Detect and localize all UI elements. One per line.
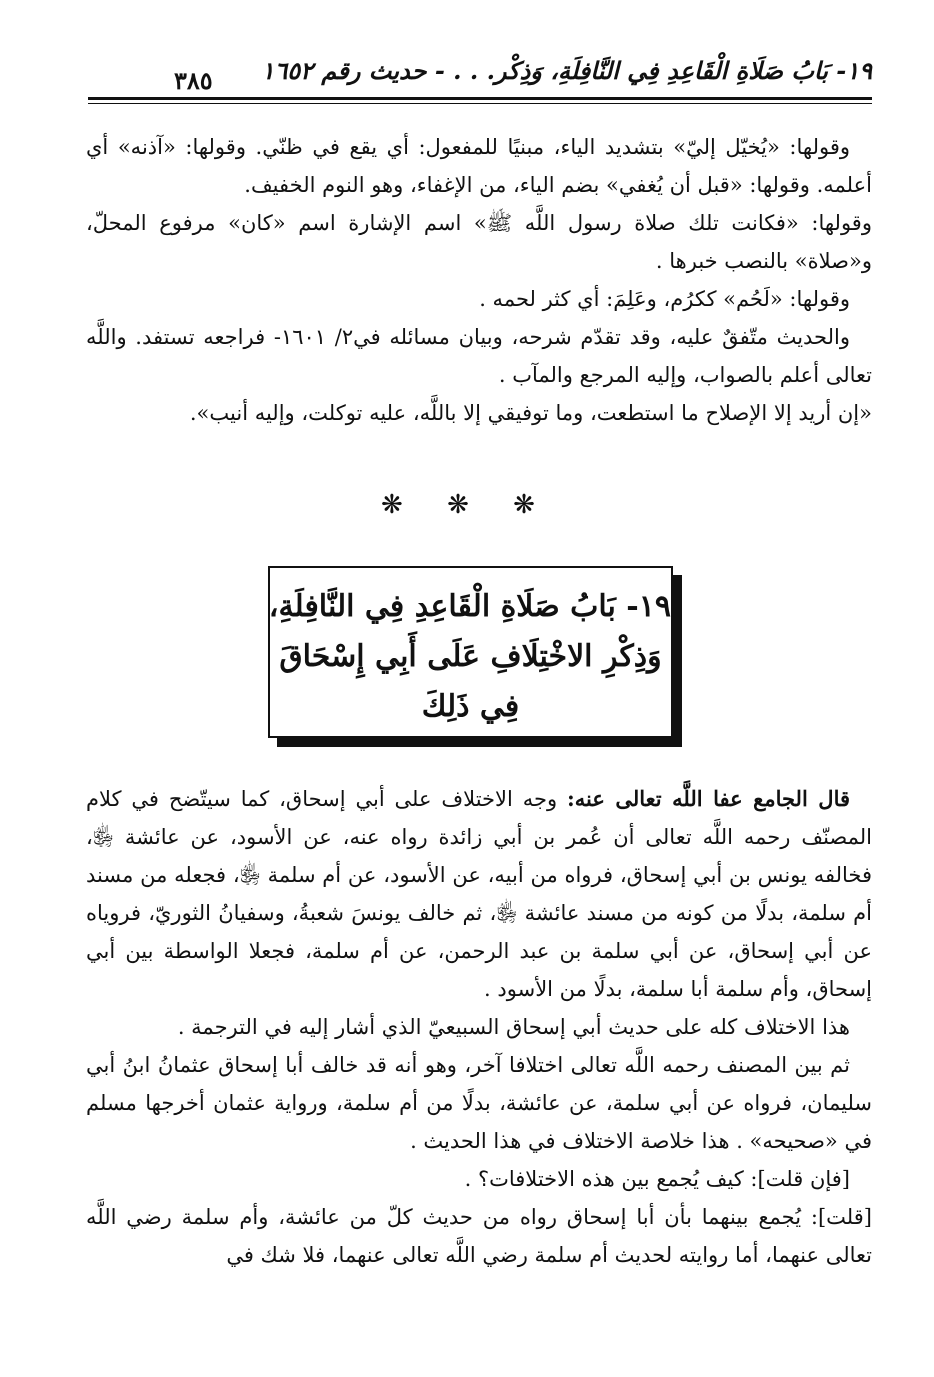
header-rule-thin [88, 103, 872, 104]
paragraph: ثم بين المصنف رحمه اللَّه تعالى اختلافا آخر، وهو أنه قد خالف أبا إسحاق عثمانُ ابنُ أبي سليمان، فرواه عن أبي سلمة، عن عائشة، بدلًا من أم سلمة، ورواية عثمان أخرجها مسلم في «صحيحه» . هذا خلاصة الاختلاف في هذا الحديث . [86, 1053, 872, 1153]
paragraph: هذا الاختلاف كله على حديث أبي إسحاق السبيعيّ الذي أشار إليه في الترجمة . [177, 1015, 850, 1039]
top-text [86, 128, 872, 432]
paragraph: [قلت]: يُجمع بينهما بأن أبا إسحاق رواه من حديث كلّ من عائشة، وأم سلمة رضي اللَّه تعالى عنهما، أما روايته لحديث أم سلمة رضي اللَّه تعالى عنهما، فلا شك في [86, 1205, 872, 1267]
paragraph: وقولها: «فكانت تلك صلاة رسول اللَّه ﷺ» اسم الإشارة اسم «كان» مرفوع المحلّ، و«صلاة» بالنصب خبرها . [86, 211, 872, 273]
body-text [86, 780, 872, 1274]
paragraph: «إن أريد إلا الإصلاح ما استطعت، وما توفيقي إلا باللَّه، عليه توكلت، وإليه أنيب». [189, 401, 872, 425]
running-header [88, 52, 872, 98]
page-number: ٣٨٥ [174, 66, 213, 95]
paragraph-lead: قال الجامع عفا اللَّه تعالى عنه: [566, 786, 851, 811]
chapter-title-line: وَذِكْرِ الاخْتِلَافِ عَلَى أَبِي إِسْحَاقَ [279, 639, 662, 674]
chapter-title-box [268, 566, 673, 738]
paragraph-text: وجه الاختلاف على أبي إسحاق، كما سيتّضح في كلام المصنّف رحمه اللَّه تعالى أن عُمر بن أبي زائدة رواه عنه، عن الأسود، عن عائشة ﵂، فخالفه يونس بن أبي إسحاق، فرواه من أبيه، عن الأسود، عن أم سلمة ﵂، فجعله من مسند أم سلمة، بدلًا من كونه من مسند عائشة ﵂، ثم خالف يونسَ شعبةُ، وسفيانُ الثوريّ، فروياه عن أبي إسحاق، عن أبي سلمة بن عبد الرحمن، عن أم سلمة، فجعلا الواسطة بين أبي إسحاق، وأم سلمة أبا سلمة، بدلًا من الأسود . [86, 787, 872, 1001]
paragraph [86, 780, 872, 1008]
chapter-title-line: فِي ذَلِكَ [421, 689, 520, 724]
running-title: ١٩- بَابُ صَلَاةِ الْقَاعِدِ فِي النَّافِلَةِ، وَذِكْر. . . - حديث رقم ١٦٥٢ [261, 56, 872, 85]
paragraph: وقولها: «يُخيّل إليّ» بتشديد الياء، مبنيًا للمفعول: أي يقع في ظنّي. وقولها: «آذنه» أي أعلمه. وقولها: «قبل أن يُغفي» بضم الياء، من الإغفاء، وهو النوم الخفيف. [86, 135, 872, 197]
paragraph: والحديث متّفقٌ عليه، وقد تقدّم شرحه، وبيان مسائله في٢/ ١٦٠١- فراجعه تستفد. واللَّه تعالى أعلم بالصواب، وإليه المرجع والمآب . [86, 325, 872, 387]
chapter-title-line: ١٩- بَابُ صَلَاةِ الْقَاعِدِ فِي النَّافِلَةِ، [268, 589, 671, 624]
section-separator: ❋ ❋ ❋ [381, 490, 553, 520]
paragraph: وقولها: «لَحُم» ككرُم، وعَلِمَ: أي كثر لحمه . [479, 287, 850, 311]
paragraph: [فإن قلت]: كيف يُجمع بين هذه الاختلافات؟ . [464, 1167, 850, 1191]
header-rule-thick [88, 97, 872, 100]
